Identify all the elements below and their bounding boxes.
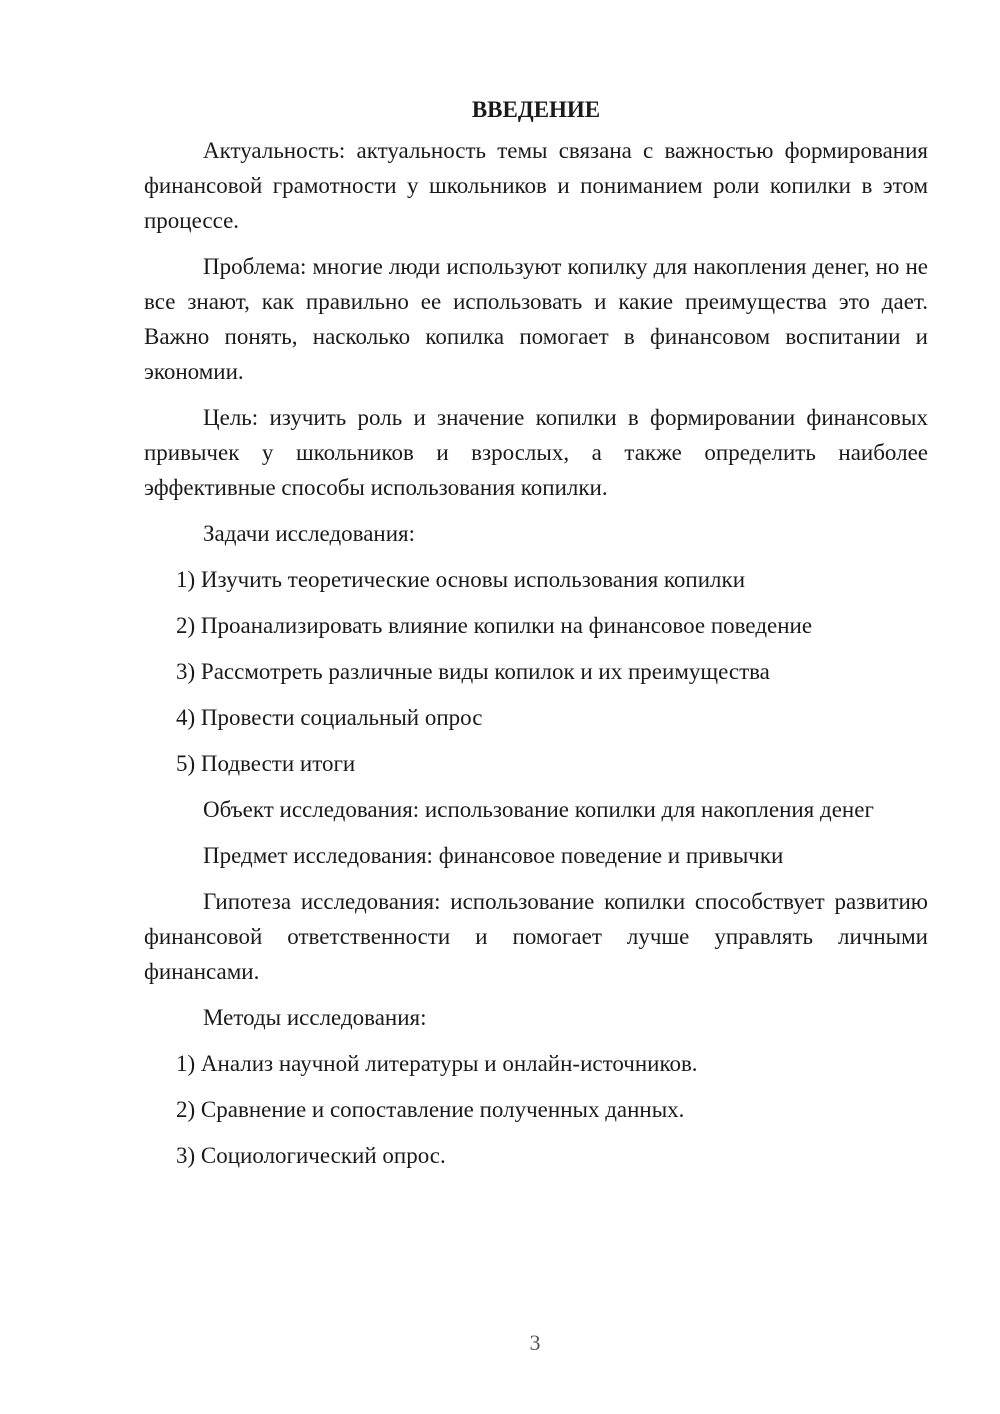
list-item: 3) Рассмотреть различные виды копилок и их преимущества — [176, 659, 770, 684]
page-title: ВВЕДЕНИЕ — [471, 97, 601, 122]
list-item: 5) Подвести итоги — [176, 751, 356, 776]
list-item: 2) Проанализировать влияние копилки на финансовое поведение — [176, 613, 813, 638]
list-item: 1) Изучить теоретические основы использования копилки — [176, 567, 746, 592]
subject-paragraph: Предмет исследования: финансовое поведение и привычки — [203, 843, 784, 868]
goal-paragraph: Цель: изучить роль и значение копилки в формировании финансовых привычек у школьников и взрослых, а также определить наиболее эффективные способы использования копилки. — [144, 405, 928, 500]
list-item: 2) Сравнение и сопоставление полученных данных. — [176, 1097, 685, 1122]
hypothesis-paragraph: Гипотеза исследования: использование копилки способствует развитию финансовой ответственности и помогает лучше управлять личными финансами. — [144, 889, 928, 984]
list-item: 1) Анализ научной литературы и онлайн-источников. — [176, 1051, 698, 1076]
list-item: 4) Провести социальный опрос — [176, 705, 483, 730]
tasks-heading: Задачи исследования: — [203, 521, 416, 546]
tasks-list — [144, 562, 928, 781]
relevance-paragraph: Актуальность: актуальность темы связана с важностью формирования финансовой грамотности у школьников и пониманием роли копилки в этом процессе. — [144, 138, 928, 233]
list-item: 3) Социологический опрос. — [176, 1143, 446, 1168]
object-paragraph: Объект исследования: использование копилки для накопления денег — [203, 797, 874, 822]
methods-list — [144, 1046, 928, 1173]
methods-heading: Методы исследования: — [203, 1005, 427, 1030]
page-number: 3 — [529, 1330, 541, 1355]
problem-paragraph: Проблема: многие люди используют копилку для накопления денег, но не все знают, как правильно ее использовать и какие преимущества это дает. Важно понять, насколько копилка помогает в финансовом воспитании и экономии. — [144, 254, 928, 384]
page-content — [144, 92, 928, 1184]
